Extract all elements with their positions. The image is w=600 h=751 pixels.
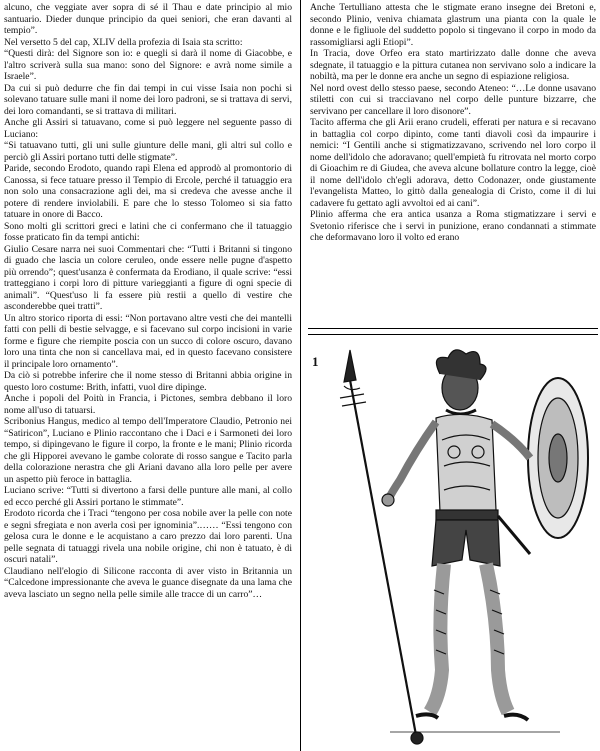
paragraph: Erodoto ricorda che i Traci “tengono per cosa nobile aver la pelle con note e segni sfregiata e non averla così per ignominia”.…… “Essi tengono con gelosa cura le donne e le acquistano a caro prezzo dai loro parenti. Una pelle segnata di tatuaggi rivela una nobile origine, chi non è tatuato, è di oscuri natali”. <box>4 508 292 565</box>
paragraph: Un altro storico riporta di essi: “Non portavano altre vesti che dei mantelli fatti con pelli di bestie selvagge, e si facevano sul corpo incisioni in varie forme e figure che riempite poscia con un succo di colore oscuro, davano loro una tinta che non si cancellava mai, ed in questo facevano consistere il principale loro ornamento”. <box>4 312 292 370</box>
paragraph: Da cui si può dedurre che fin dai tempi in cui visse Isaia non pochi si solevano tatuare sulle mani il nome dei loro padroni, se si trattava di servi, dei loro comandanti, se si trattava di militari. <box>4 82 292 117</box>
paragraph: Giulio Cesare narra nei suoi Commentari che: “Tutti i Britanni si tingono di guado che lascia un colore ceruleo, onde essere nelle pugne d'aspetto più orrendo”; quest'usanza è confermata da Erodiano, il quale scrive: “essi tratteggiano i corpi loro di pitture varieggianti a figure di ogni specie di animali”. “Quest'uso li fa essere più restii a quello di vestire che asconderebbe quei tratti”. <box>4 243 292 312</box>
right-text-column <box>310 2 596 320</box>
paragraph: Plinio afferma che era antica usanza a Roma stigmatizzare i servi e Svetonio riferisce che i servi in punizione, erano condannati a stimmate che deformavano loro il volto ed erano <box>310 209 596 243</box>
figure-top-rule-secondary <box>308 334 598 335</box>
column-divider <box>300 0 301 751</box>
paragraph: Da ciò si potrebbe inferire che il nome stesso di Britanni abbia origine in questo loro costume: Brith, infatti, vuol dire dipinge. <box>4 370 292 393</box>
paragraph: Nel nord ovest dello stesso paese, secondo Ateneo: “…Le donne usavano stiletti con cui si tracciavano nel corpo delle punture bizzarre, che servivano per cancellare il loro disonore”. <box>310 82 596 117</box>
paragraph: Anche i popoli del Poitù in Francia, i Pictones, sembra debbano il loro nome all'uso di tatuarsi. <box>4 393 292 416</box>
paragraph: Anche Tertulliano attesta che le stigmate erano insegne dei Bretoni e, secondo Plinio, veniva chiamata glastrum una pianta con la quale le donne e le figliuole del suddetto popolo si tingevano il corpo in modo da rassomigliarsi agli Etiopi”. <box>310 2 596 48</box>
paragraph: Scribonius Hangus, medico al tempo dell'Imperatore Claudio, Petronio nei “Satiricon”, Luciano e Plinio raccontano che i Daci e i Sarmoneti dei loro tempo, si dipingevano le figure il corpo, la fronte e le mani; Plinio ricorda che gli Hipporei avevano le gambe colorate di rosso sangue e Tacito parla della colorazione nerastra che gli Ariani davano alla loro pelle per avere un aspetto più feroce in battaglia. <box>4 416 292 485</box>
paragraph: Sono molti gli scrittori greci e latini che ci confermano che il tatuaggio fosse praticato fin da tempi antichi: <box>4 220 292 243</box>
tattooed-warrior-illustration <box>330 340 598 748</box>
left-text-column <box>4 2 292 747</box>
paragraph: Anche gli Assiri si tatuavano, come si può leggere nel seguente passo di Luciano: <box>4 117 292 140</box>
paragraph: Luciano scrive: “Tutti si divertono a farsi delle punture alle mani, al collo ed ecco perché gli Assiri portano le stimmate”. <box>4 485 292 508</box>
paragraph: Claudiano nell'elogio di Silicone racconta di aver visto in Britannia un “Calcedone impressionante che aveva le guance disegnate da una lama che aveva lasciato un segno nella pelle simile alle tracce di un carro”… <box>4 565 292 600</box>
figure-top-rule <box>308 328 598 329</box>
paragraph: alcuno, che veggiate aver sopra di sé il Thau e date principio al mio santuario. Dieder dunque principio da quei seniori, che eran davanti al tempio”. <box>4 2 292 36</box>
paragraph: “Questi dirà: del Signore son io: e quegli si darà il nome di Giacobbe, e l'altro scriverà sulla sua mano: sono del Signore: e avrà nome simile a Israele”. <box>4 48 292 82</box>
figure-number: 1 <box>312 354 319 369</box>
paragraph: Paride, secondo Erodoto, quando rapì Elena ed approdò al promontorio di Canossa, si fece tatuare presso il Tempio di Ercole, perché il tatuaggio era non solo una consacrazione agli dei, ma si credeva che avesse anche il potere di rendere inviolabili. E pare che lo stesso Tolomeo si sia fatto tatuare in onore di Bacco. <box>4 163 292 220</box>
paragraph: Tacito afferma che gli Arii erano crudeli, efferati per natura e si recavano in battaglia col corpo dipinto, come tanti diavoli così da impaurire i nemici: “I Gentili anche si stigmatizzavano, scrivendo nel loro corpo il nome dell'idolo che adoravano; quell'empietà fu ritrovata nel morto corpo di Gioachim re di Giudea, che aveva alcune bollature contro la legge, cioè il nome dell'idolo ch'egli adorava, detto Codonazer, onde giustamente l'evangelista Matteo, lo gittò dalla genealogia di Cristo, come il di lui cadavere fu gettato agli avvoltoi ed ai cani”. <box>310 117 596 209</box>
paragraph: In Tracia, dove Orfeo era stato martirizzato dalle donne che aveva sdegnate, il tatuaggio e la pittura cutanea non servivano solo a indicare la nobiltà, ma per le donne era anche un segno di espiazione religiosa. <box>310 48 596 82</box>
paragraph: Nel versetto 5 del cap, XLIV della profezia di Isaia sta scritto: <box>4 36 243 48</box>
paragraph: “Si tatuavano tutti, gli uni sulle giunture delle mani, gli altri sul collo e perciò gli Assiri portano tutti delle stigmate”. <box>4 140 292 163</box>
